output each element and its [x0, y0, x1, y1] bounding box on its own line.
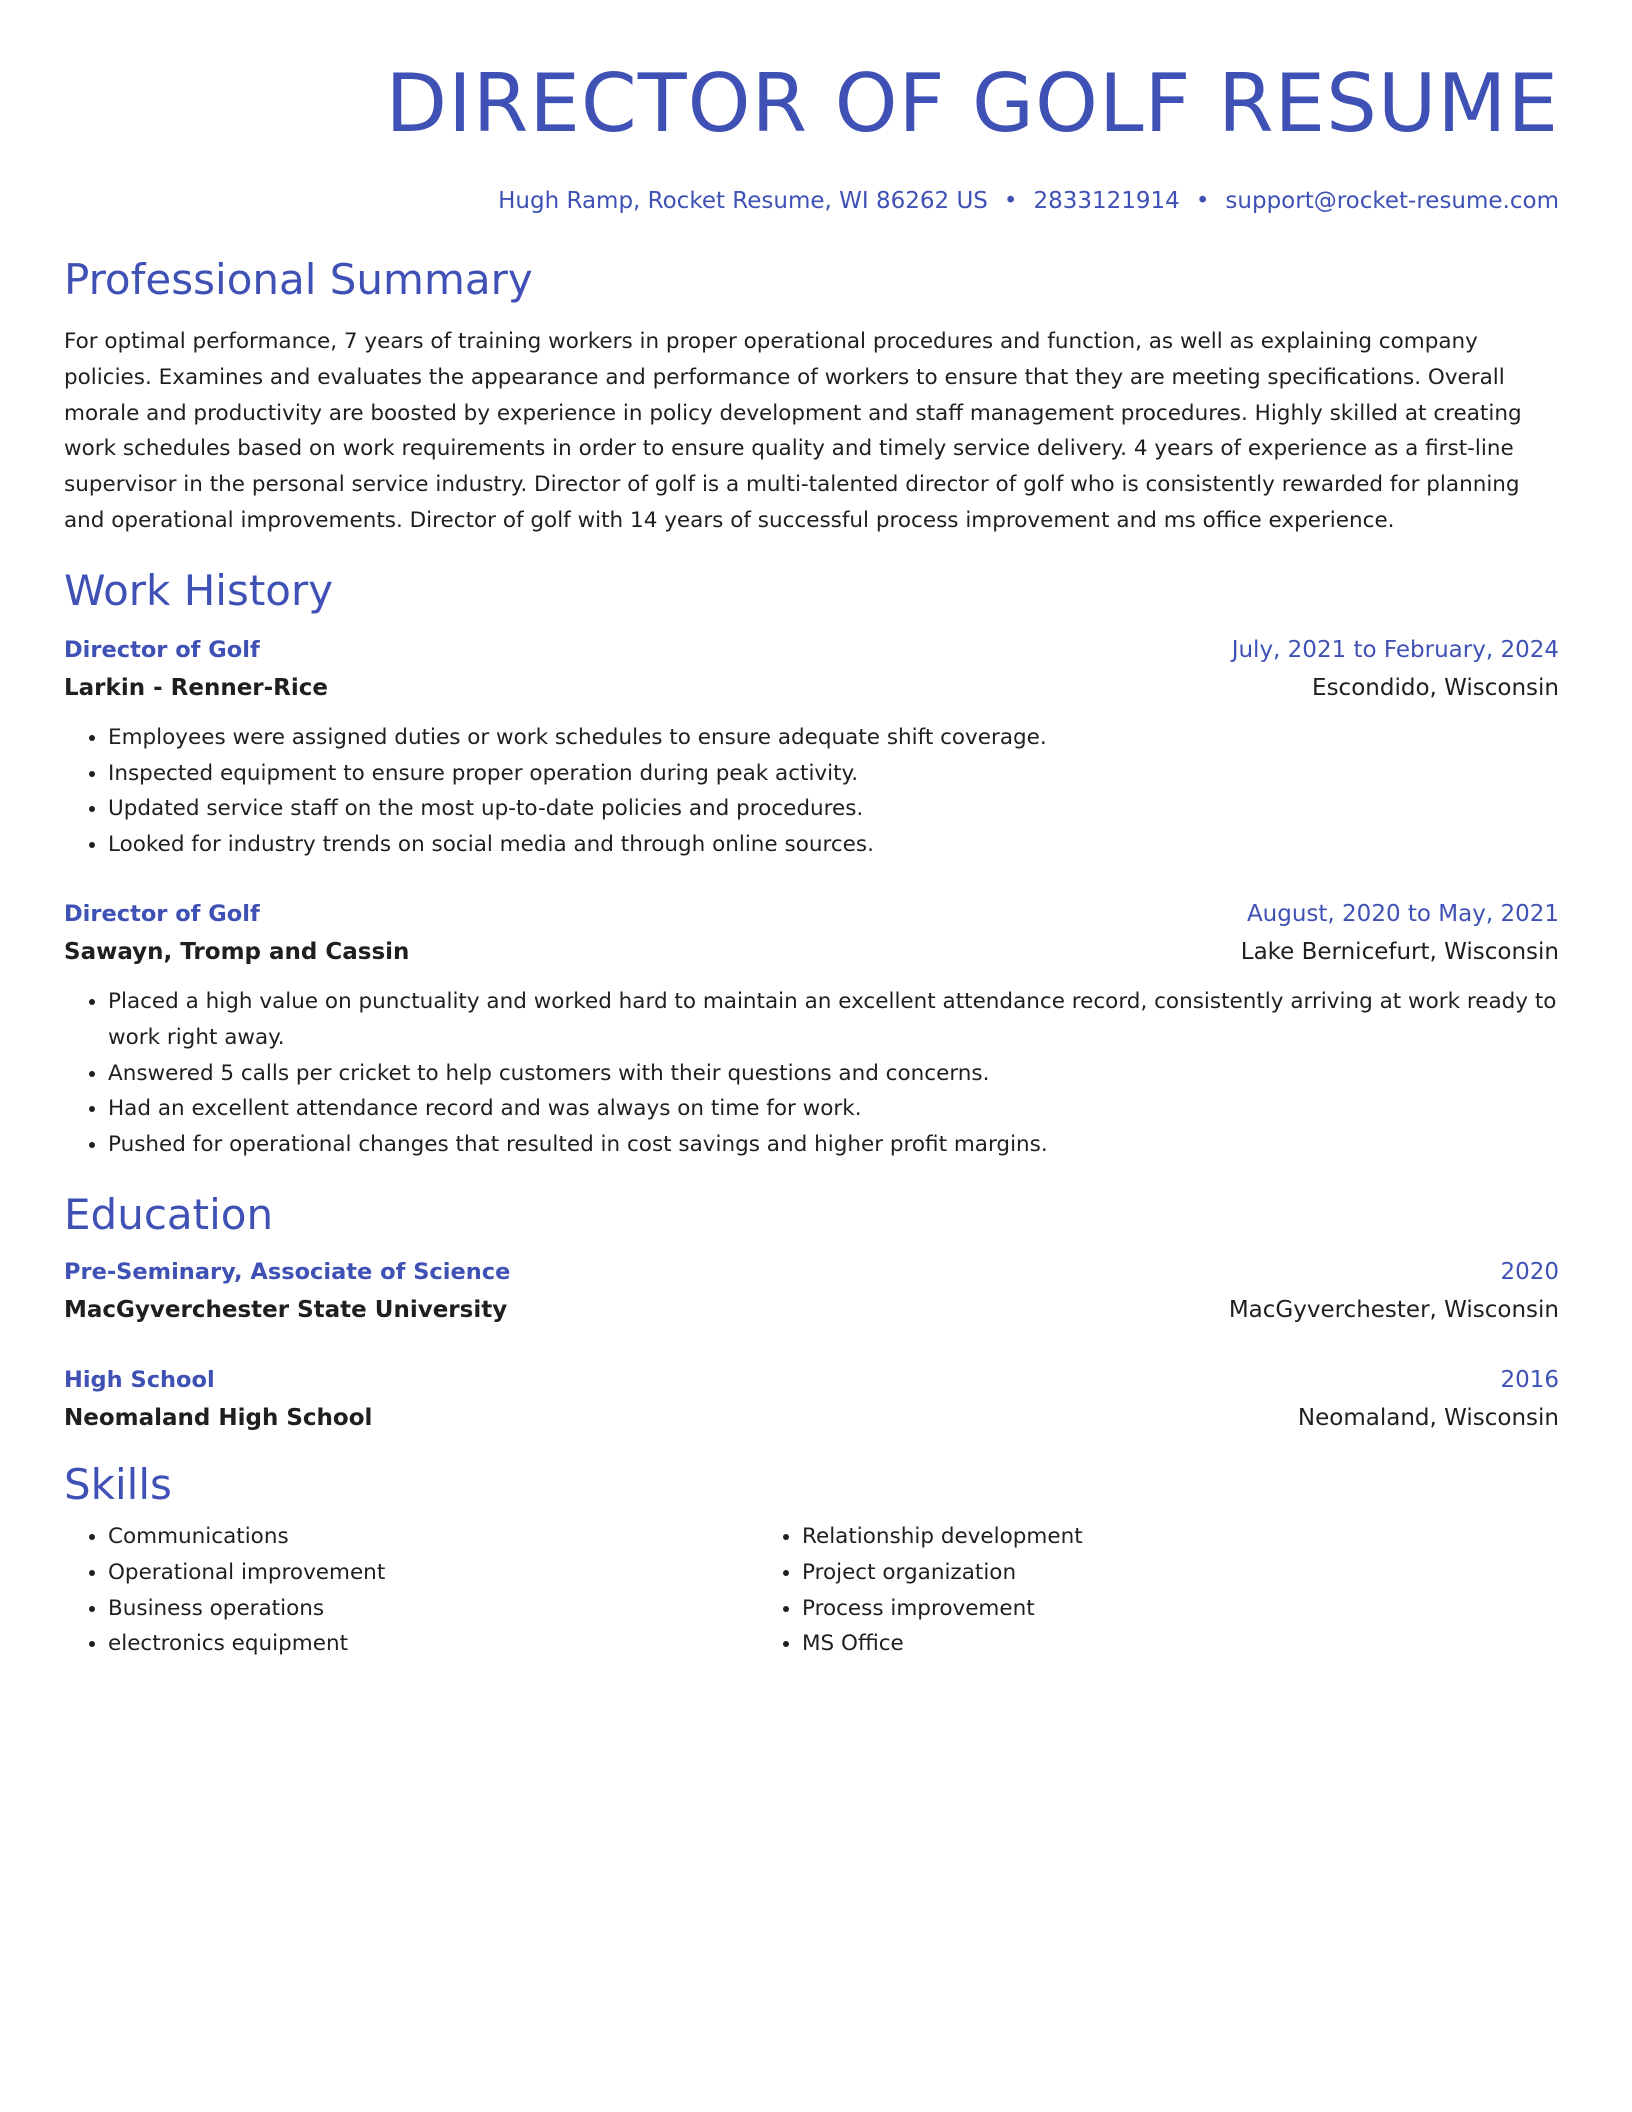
job-duty: • Placed a high value on punctuality and worked hard to maintain an excellent attendance record, consistently arriving at work ready to work right away.: [108, 984, 1559, 1056]
job-location: Lake Bernicefurt, Wisconsin: [1240, 938, 1559, 965]
education-entry: [64, 1361, 1559, 1437]
contact-address: Hugh Ramp, Rocket Resume, WI 86262 US: [498, 188, 988, 214]
job-duties: [64, 720, 1559, 863]
skill-item: • MS Office: [802, 1626, 1452, 1662]
contact-separator: •: [1003, 188, 1018, 214]
job-duty: • Had an excellent attendance record and was always on time for work.: [108, 1091, 1559, 1127]
graduation-year: 2016: [1500, 1366, 1559, 1393]
skill-item: • electronics equipment: [108, 1626, 758, 1662]
skills-list: [64, 1519, 1559, 1662]
resume-page: [64, 0, 1559, 1662]
skills-column-right: [758, 1519, 1452, 1662]
education-heading: Education: [64, 1189, 274, 1239]
job-duties: [64, 984, 1559, 1163]
skill-item: • Relationship development: [802, 1519, 1452, 1555]
school-location: MacGyverchester, Wisconsin: [1228, 1296, 1559, 1323]
graduation-year: 2020: [1500, 1258, 1559, 1285]
job-entry: [64, 895, 1559, 1163]
skill-item: • Process improvement: [802, 1591, 1452, 1627]
job-duty: • Answered 5 calls per cricket to help customers with their questions and concerns.: [108, 1056, 1559, 1092]
job-location: Escondido, Wisconsin: [1312, 674, 1559, 701]
skill-item: • Operational improvement: [108, 1555, 758, 1591]
contact-line: [64, 186, 1559, 216]
contact-email: support@rocket-resume.com: [1225, 188, 1559, 214]
school-location: Neomaland, Wisconsin: [1297, 1404, 1559, 1431]
skill-item: • Communications: [108, 1519, 758, 1555]
contact-separator: •: [1195, 188, 1210, 214]
job-entry: [64, 631, 1559, 863]
skill-item: • Business operations: [108, 1591, 758, 1627]
skill-item: • Project organization: [802, 1555, 1452, 1591]
degree-name: High School: [64, 1366, 215, 1393]
job-duty: • Pushed for operational changes that resulted in cost savings and higher profit margins.: [108, 1127, 1559, 1163]
job-dates: July, 2021 to February, 2024: [1231, 636, 1559, 663]
job-duty: • Updated service staff on the most up-to-date policies and procedures.: [108, 791, 1559, 827]
job-duty: • Looked for industry trends on social media and through online sources.: [108, 827, 1559, 863]
job-duty: • Employees were assigned duties or work schedules to ensure adequate shift coverage.: [108, 720, 1559, 756]
skills-column-left: [64, 1519, 758, 1662]
summary-text: For optimal performance, 7 years of training workers in proper operational procedures and function, as well as explaining company policies. Examines and evaluates the appearance and performance of workers to ensure that they are meeting specifications. Overall morale and productivity are boosted by experience in policy development and staff management procedures. Highly skilled at creating work schedules based on work requirements in order to ensure quality and timely service delivery. 4 years of experience as a first-line supervisor in the personal service industry. Director of golf is a multi-talented director of golf who is consistently rewarded for planning and operational improvements. Director of golf with 14 years of successful process improvement and ms office experience.: [64, 329, 1522, 533]
job-title: Director of Golf: [64, 900, 260, 927]
job-company: Larkin - Renner-Rice: [64, 674, 329, 701]
job-title: Director of Golf: [64, 636, 260, 663]
resume-title: DIRECTOR OF GOLF RESUME: [385, 57, 1559, 150]
skills-heading: Skills: [64, 1459, 172, 1509]
job-duty: • Inspected equipment to ensure proper operation during peak activity.: [108, 756, 1559, 792]
degree-name: Pre-Seminary, Associate of Science: [64, 1258, 511, 1285]
contact-phone: 2833121914: [1033, 188, 1180, 214]
work-history-heading: Work History: [64, 565, 334, 615]
summary-heading: Professional Summary: [64, 255, 533, 304]
job-dates: August, 2020 to May, 2021: [1246, 900, 1559, 927]
job-company: Sawayn, Tromp and Cassin: [64, 938, 410, 965]
education-entry: [64, 1253, 1559, 1329]
school-name: MacGyverchester State University: [64, 1296, 508, 1323]
school-name: Neomaland High School: [64, 1404, 373, 1431]
